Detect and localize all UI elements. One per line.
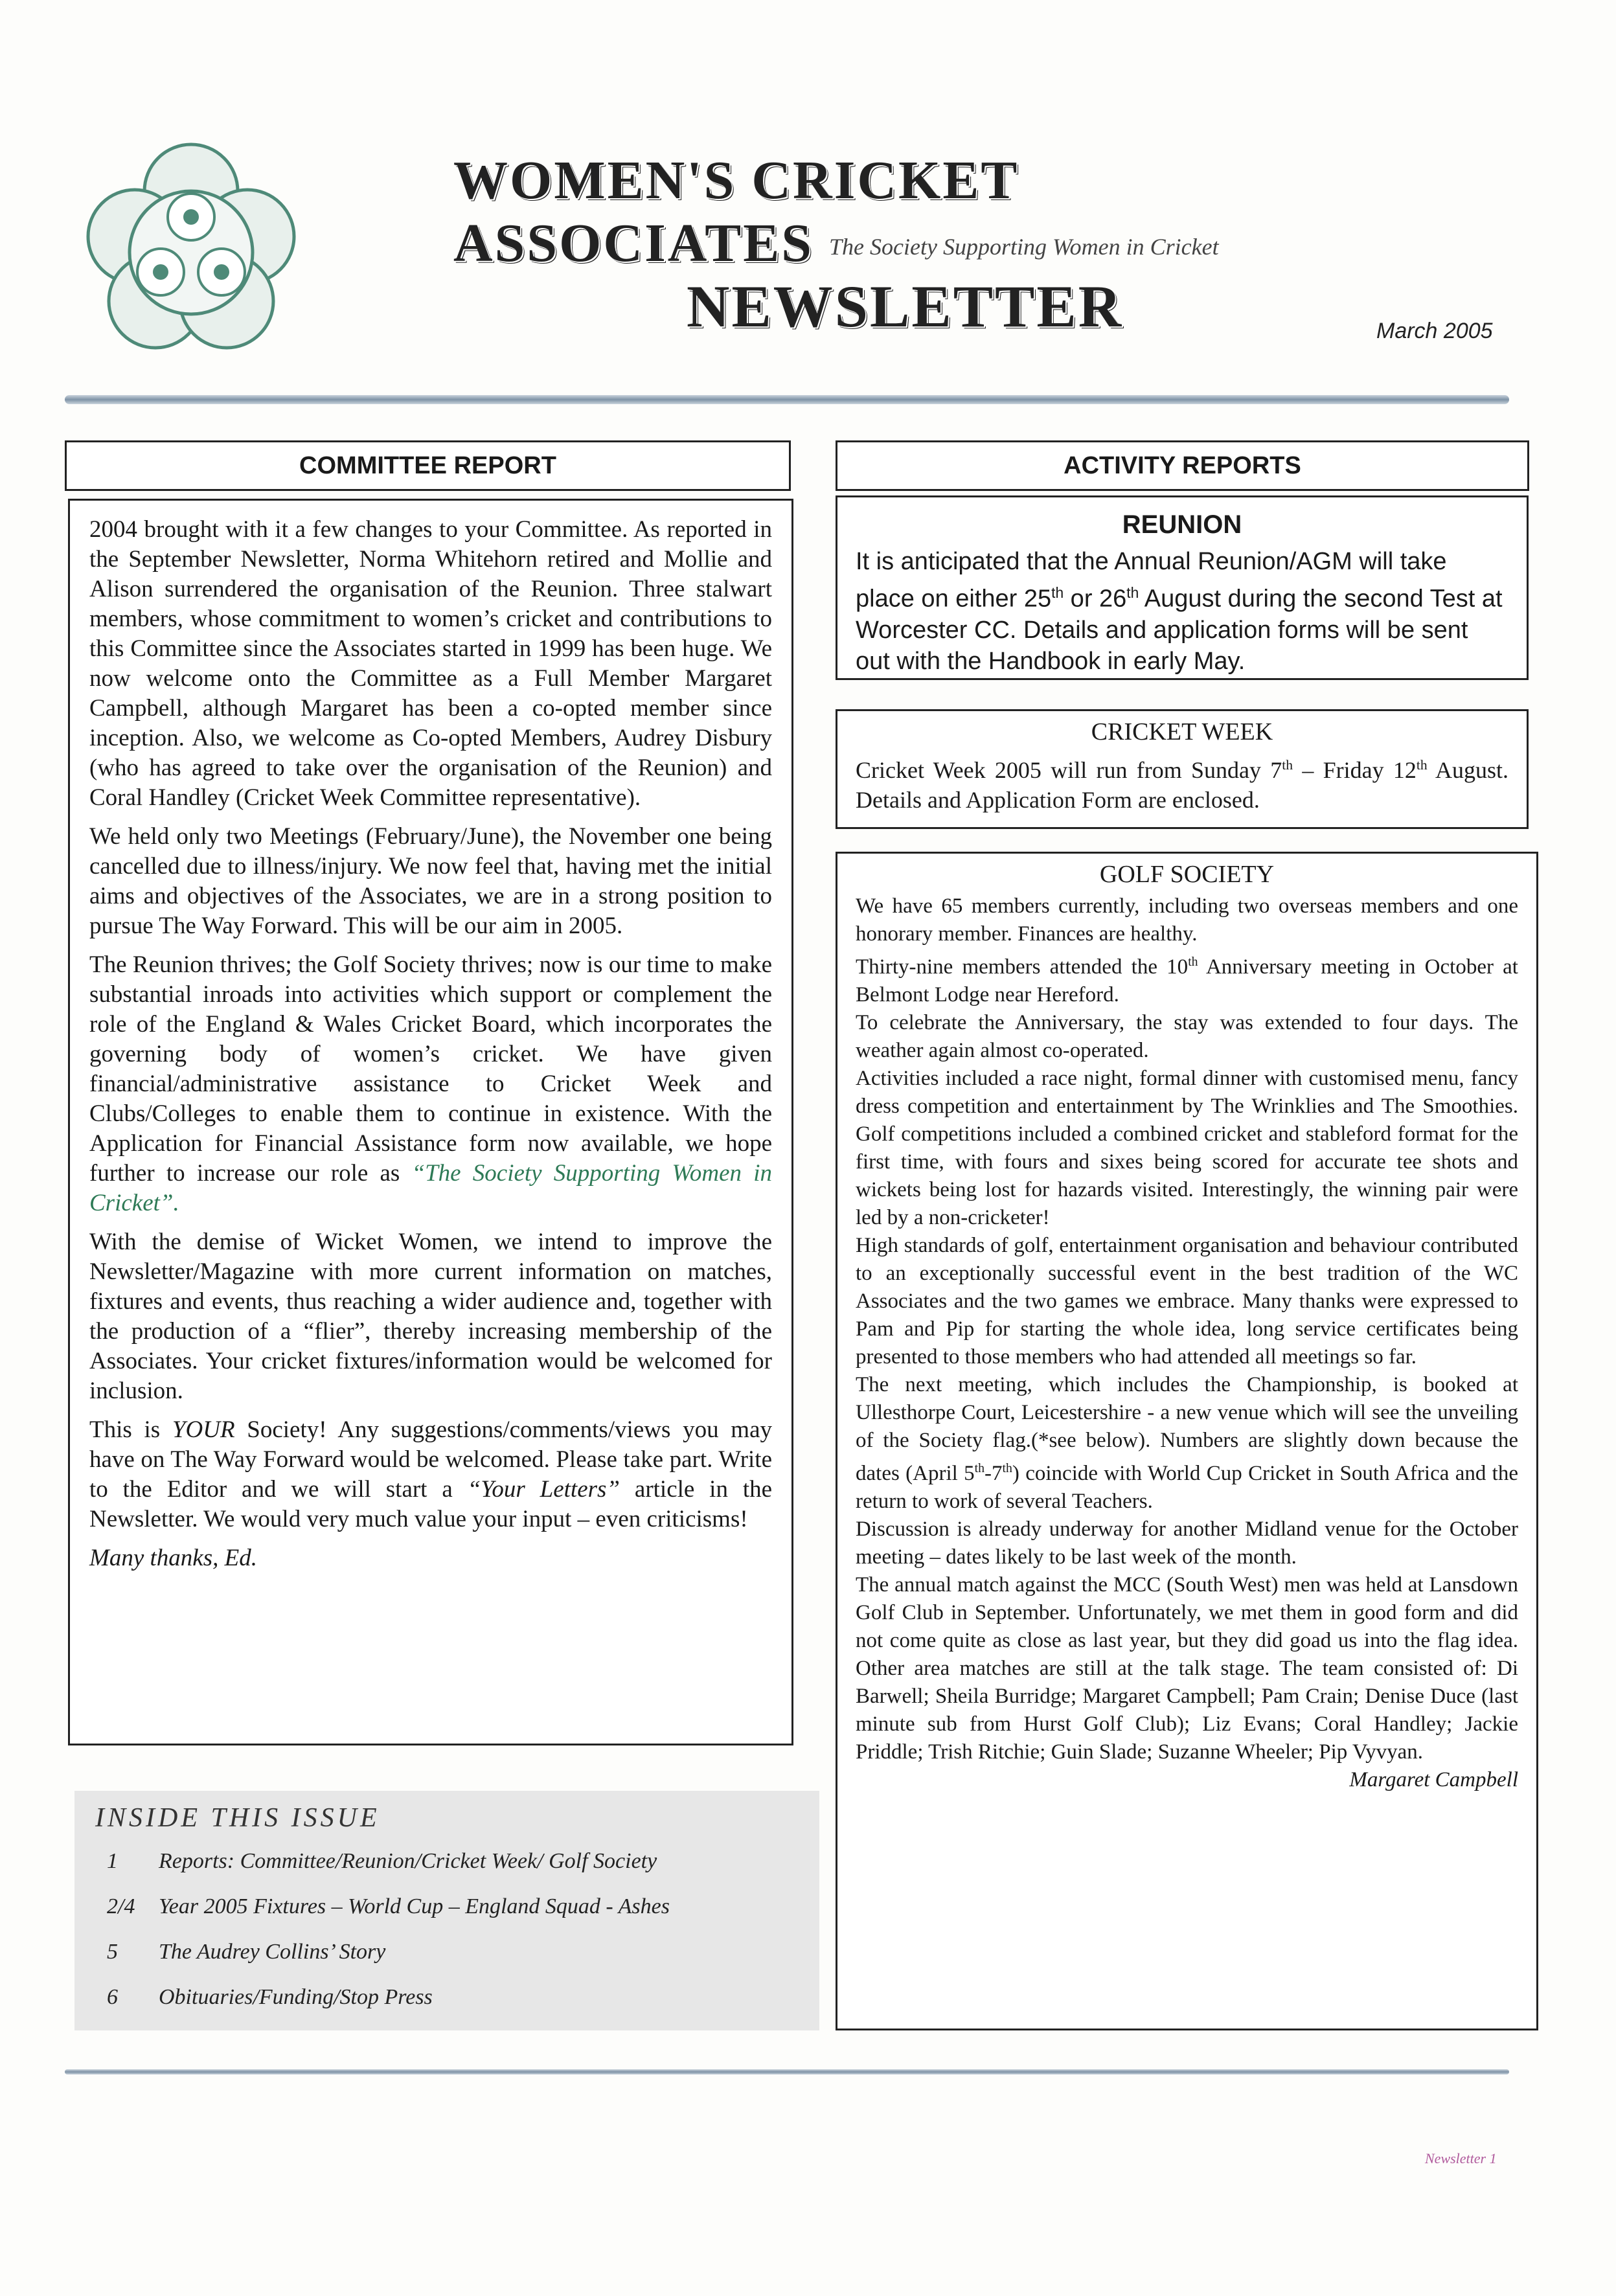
toc-item-text: Reports: Committee/Reunion/Cricket Week/ Golf Society — [159, 1849, 657, 1873]
reunion-text-part: August during the second Test at Worcester CC. Details and application forms will be sent out with the Handbook in early May. — [856, 585, 1503, 675]
ordinal-suffix: th — [1188, 955, 1198, 969]
golf-society-box — [836, 852, 1538, 2030]
toc-page-number: 6 — [107, 1985, 118, 2009]
committee-signoff: Many thanks, Ed. — [89, 1545, 257, 1571]
ordinal-suffix: th — [1002, 1461, 1012, 1475]
golf-society-title: GOLF SOCIETY — [1099, 861, 1275, 888]
tudor-rose-logo-icon — [84, 142, 298, 356]
cricket-week-box — [836, 709, 1529, 829]
newsletter-title: NEWSLETTER — [687, 273, 1124, 339]
society-motto-quote: “The Society Supporting Women in Cricket”. — [89, 1160, 772, 1216]
golf-paragraph: Discussion is already underway for another Midland venue for the October meeting – dates likely to be last week of the month. — [856, 1517, 1518, 1569]
toc-item[interactable] — [87, 1849, 657, 1874]
golf-paragraph: High standards of golf, entertainment organisation and behaviour contributed to an exceptionally successful event in the best tradition of the WC Associates and the two games we embrace. Many thanks were expressed to Pam and Pip for starting the whole idea, long service certificates being presented to those members who had attended all meetings so far. — [856, 1234, 1518, 1369]
inside-this-issue-title: INSIDE THIS ISSUE — [95, 1803, 380, 1833]
committee-paragraph — [89, 950, 772, 1218]
committee-text: Society! Any suggestions/comments/views you may have on The Way Forward would be welcomed. Please take part. Write to the Editor and we will start a — [89, 1416, 773, 1503]
committee-paragraph: We held only two Meetings (February/June), the November one being cancelled due to illness/injury. We now feel that, having met the initial aims and objectives of the Associates, we are in a strong position to pursue The Way Forward. This will be our aim in 2005. — [89, 823, 772, 939]
inside-this-issue-panel — [74, 1791, 819, 2030]
toc-page-number: 5 — [107, 1940, 118, 1964]
committee-text: This is — [89, 1416, 161, 1443]
cricket-week-text-part: August. Details and Application Form are enclosed. — [856, 757, 1508, 813]
golf-text-part: The next meeting, which includes the Championship, is booked at Ullesthorpe Court, Leicestershire - a new venue which will see the unveiling of the Society flag.(*see below). Numbers are slightly down because the dates (April 5 — [856, 1373, 1518, 1485]
golf-text-part: Anniversary meeting in October at Belmont Lodge near Hereford. — [856, 955, 1518, 1006]
tagline: The Society Supporting Women in Cricket — [829, 234, 1219, 260]
activity-reports-heading: ACTIVITY REPORTS — [836, 440, 1529, 491]
golf-paragraph: Activities included a race night, formal dinner with customised menu, fancy dress competition and entertainment by The Wrinklies and The Smoothies. Golf competitions included a combined cricket and stableford format for the first time, with fours and sixes being scored for accurate tee shots and wickets being lost for hazards visited. Interestingly, the winning pair were led by a non-cricketer! — [856, 1067, 1518, 1229]
toc-page-number: 1 — [107, 1849, 118, 1873]
committee-text-emphasis: YOUR — [172, 1416, 235, 1443]
golf-author: Margaret Campbell — [1349, 1768, 1518, 1791]
header-divider — [65, 395, 1509, 404]
org-title: WOMEN'S CRICKET ASSOCIATES — [453, 150, 1018, 273]
reunion-box — [836, 495, 1529, 680]
ordinal-suffix: th — [1126, 584, 1139, 601]
committee-report-box — [68, 499, 793, 1745]
committee-text: article in the Newsletter. We would very much value your input – even criticisms! — [89, 1476, 773, 1532]
golf-society-body — [837, 892, 1536, 1794]
toc-page-number: 2/4 — [107, 1894, 135, 1918]
toc-item-text: Year 2005 Fixtures – World Cup – England Squad - Ashes — [159, 1894, 670, 1918]
ordinal-suffix: th — [974, 1461, 985, 1475]
golf-paragraph: To celebrate the Anniversary, the stay was extended to four days. The weather again almost co-operated. — [856, 1011, 1518, 1062]
cricket-week-text-part: Cricket Week 2005 will run from Sunday 7 — [856, 757, 1282, 783]
toc-item-text: Obituaries/Funding/Stop Press — [159, 1985, 433, 2009]
committee-paragraph: With the demise of Wicket Women, we intend to improve the Newsletter/Magazine with more current information on matches, fixtures and events, thus reaching a wider audience and, together with the production of a “flier”, thereby increasing membership of the Associates. Your cricket fixtures/information would be welcomed for inclusion. — [89, 1229, 772, 1404]
committee-paragraph — [89, 1415, 772, 1534]
golf-paragraph — [856, 948, 1518, 1009]
committee-report-body — [89, 515, 772, 1573]
golf-paragraph: The annual match against the MCC (South West) men was held at Lansdown Golf Club in September. Unfortunately, we met them in good form and did not come quite as close as last year, but they did goad us into the flag idea. Other area matches are still at the talk stage. The team consisted of: Di Barwell; Sheila Burridge; Margaret Campbell; Pam Crain; Denise Duce (last minute sub from Hurst Golf Club); Liz Evans; Coral Handley; Jackie Priddle; Trish Ritchie; Guin Slade; Suzanne Wheeler; Pip Vyvyan. — [856, 1573, 1518, 1764]
page-label: Newsletter 1 — [1425, 2150, 1497, 2166]
golf-paragraph: We have 65 members currently, including two overseas members and one honorary member. Finances are healthy. — [856, 894, 1518, 946]
committee-paragraph: 2004 brought with it a few changes to your Committee. As reported in the September Newsletter, Norma Whitehorn retired and Mollie and Alison surrendered the organisation of the Reunion. Three stalwart members, whose commitment to women’s cricket and contributions to this Committee since the Associates started in 1999 has been huge. We now welcome onto the Committee as a Full Member Margaret Campbell, although Margaret has been a co-opted member since inception. Also, we welcome as Co-opted Members, Audrey Disbury (who has agreed to take over the organisation of the Reunion) and Coral Handley (Cricket Week Committee representative). — [89, 516, 772, 811]
cricket-week-text-part: – Friday 12 — [1293, 757, 1417, 783]
ordinal-suffix: th — [1282, 757, 1293, 773]
golf-paragraph — [856, 1371, 1518, 1516]
ordinal-suffix: th — [1051, 584, 1064, 601]
toc-item[interactable] — [87, 1894, 670, 1919]
footer-divider — [65, 2069, 1509, 2074]
your-letters-quote: “Your Letters” — [467, 1476, 620, 1503]
reunion-text-part: or 26 — [1064, 585, 1127, 613]
toc-item-text: The Audrey Collins’ Story — [159, 1940, 386, 1964]
cricket-week-text — [837, 750, 1527, 815]
toc-item[interactable] — [87, 1985, 433, 2010]
ordinal-suffix: th — [1416, 757, 1428, 773]
issue-date: March 2005 — [1376, 319, 1493, 343]
golf-text-part: ) coincide with World Cup Cricket in South Africa and the return to work of several Teachers. — [856, 1462, 1518, 1513]
cricket-week-title: CRICKET WEEK — [1091, 718, 1273, 745]
golf-text-part: Thirty-nine members attended the 10 — [856, 955, 1189, 979]
committee-report-heading: COMMITTEE REPORT — [65, 440, 791, 491]
reunion-text-part: It is anticipated that the Annual Reunion/AGM will take place on either 25 — [856, 548, 1447, 613]
reunion-title: REUNION — [1122, 510, 1242, 539]
committee-text: The Reunion thrives; the Golf Society thrives; now is our time to make substantial inroads into activities which support or complement the role of the England & Wales Cricket Board, which incorporates the governing body of women’s cricket. We have given financial/administrative assistance to Cricket Week and Clubs/Colleges to enable them to continue in existence. With the Application for Financial Assistance form now available, we hope further to increase our role as — [89, 951, 772, 1187]
reunion-text — [837, 546, 1527, 677]
toc-item[interactable] — [87, 1940, 385, 1964]
golf-text-part: -7 — [984, 1462, 1003, 1485]
